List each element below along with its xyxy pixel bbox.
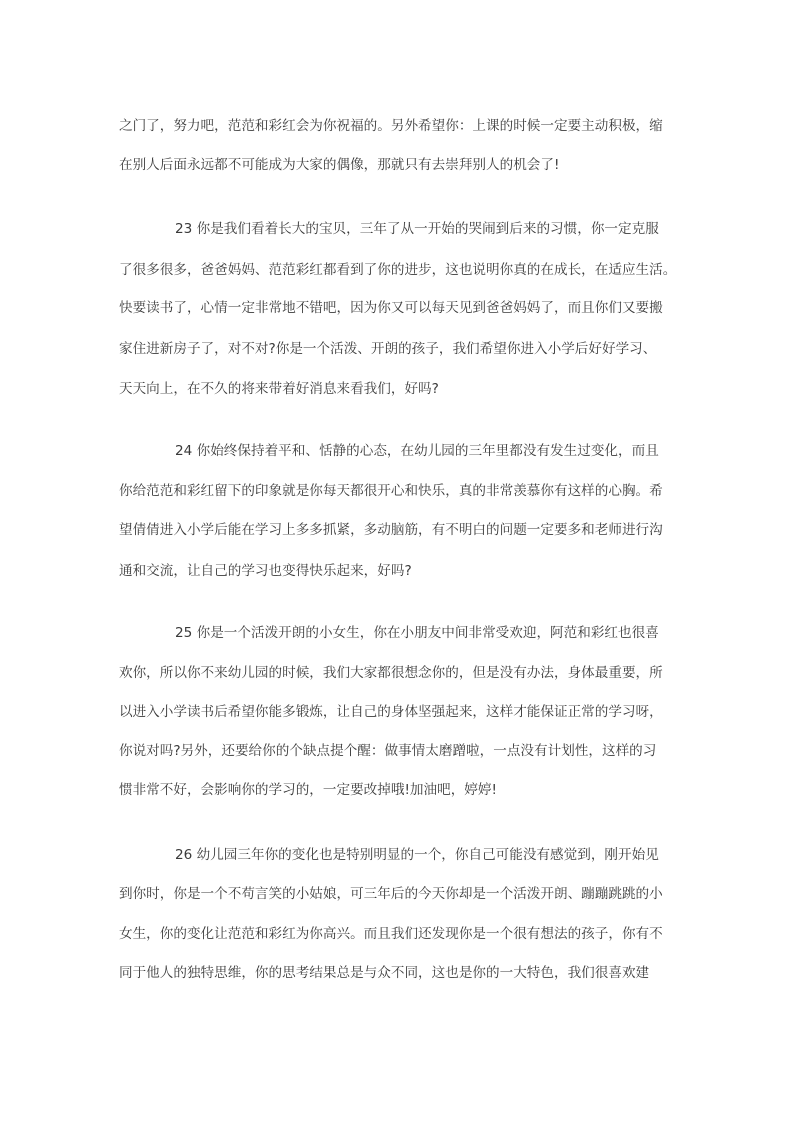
text-line: 你给范范和彩红留下的印象就是你每天都很开心和快乐，真的非常羡慕你有这样的心胸。希 bbox=[119, 483, 663, 499]
paragraph-first-line: 24 你始终保持着平和、恬静的心态，在幼儿园的三年里都没有发生过变化，而且 bbox=[175, 443, 659, 459]
text-line: 女生，你的变化让范范和彩红为你高兴。而且我们还发现你是一个很有想法的孩子，你有不 bbox=[119, 926, 663, 942]
paragraph-first-line: 26 幼儿园三年你的变化也是特别明显的一个，你自己可能没有感觉到，刚开始见 bbox=[175, 847, 659, 863]
text-line: 以进入小学读书后希望你能多锻炼，让自己的身体坚强起来，这样才能保证正常的学习呀， bbox=[119, 704, 663, 720]
text-line: 到你时，你是一个不苟言笑的小姑娘，可三年后的今天你却是一个活泼开朗、蹦蹦跳跳的小 bbox=[119, 886, 663, 902]
text-line: 家住进新房子了，对不对?你是一个活泼、开朗的孩子，我们希望你进入小学后好好学习、 bbox=[119, 341, 657, 357]
text-line: 望倩倩进入小学后能在学习上多多抓紧，多动脑筋，有不明白的问题一定要多和老师进行沟 bbox=[119, 522, 663, 538]
text-line: 了很多很多，爸爸妈妈、范范彩红都看到了你的进步，这也说明你真的在成长，在适应生活。 bbox=[119, 262, 677, 278]
paragraph-first-line: 25 你是一个活泼开朗的小女生，你在小朋友中间非常受欢迎，阿范和彩红也很喜 bbox=[175, 625, 659, 641]
text-line: 快要读书了，心情一定非常地不错吧，因为你又可以每天见到爸爸妈妈了，而且你们又要搬 bbox=[119, 300, 663, 316]
text-line: 之门了，努力吧，范范和彩红会为你祝福的。另外希望你：上课的时候一定要主动积极，缩 bbox=[119, 118, 663, 134]
text-line: 通和交流，让自己的学习也变得快乐起来，好吗? bbox=[119, 563, 412, 579]
text-line: 你说对吗?另外，还要给你的个缺点提个醒：做事情太磨蹭啦，一点没有计划性，这样的习 bbox=[119, 743, 657, 759]
text-line: 惯非常不好，会影响你的学习的，一定要改掉哦!加油吧，婷婷! bbox=[119, 782, 497, 798]
text-line: 同于他人的独特思维，你的思考结果总是与众不同，这也是你的一大特色，我们很喜欢建 bbox=[119, 965, 650, 981]
text-line: 在别人后面永远都不可能成为大家的偶像，那就只有去崇拜别人的机会了! bbox=[119, 157, 560, 173]
paragraph-first-line: 23 你是我们看着长大的宝贝，三年了从一开始的哭闹到后来的习惯，你一定克服 bbox=[175, 221, 659, 237]
text-line: 欢你，所以你不来幼儿园的时候，我们大家都很想念你的，但是没有办法，身体最重要，所 bbox=[119, 665, 663, 681]
text-line: 天天向上，在不久的将来带着好消息来看我们，好吗? bbox=[119, 381, 439, 397]
